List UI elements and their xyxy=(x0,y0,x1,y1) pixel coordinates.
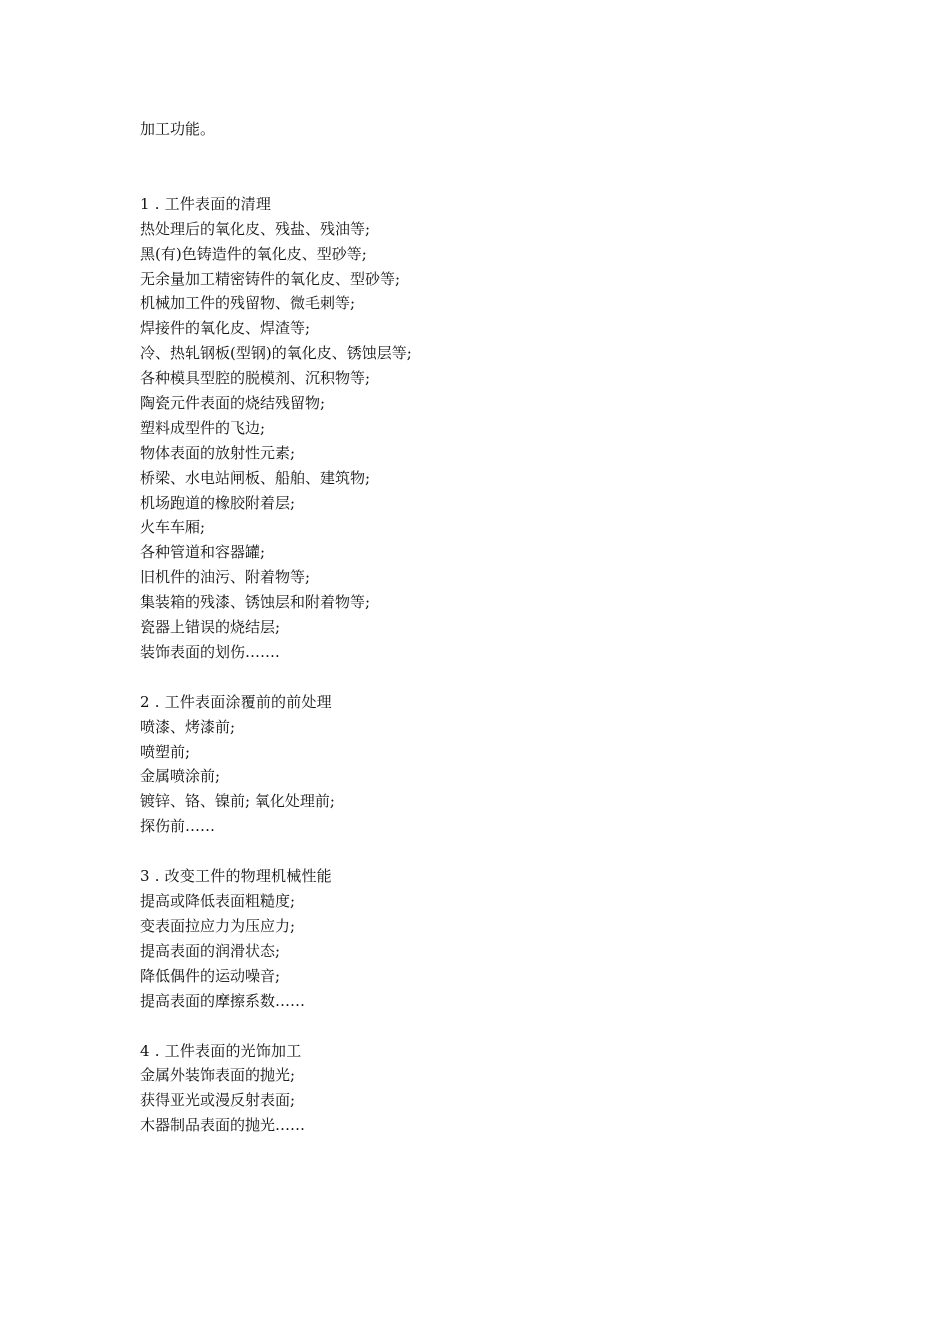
list-item: 热处理后的氧化皮、残盐、残油等; xyxy=(140,219,371,238)
list-item: 黑(有)色铸造件的氧化皮、型砂等; xyxy=(140,244,367,263)
list-item: 焊接件的氧化皮、焊渣等; xyxy=(140,319,311,338)
list-item: 无余量加工精密铸件的氧化皮、型砂等; xyxy=(140,269,401,288)
list-item: 探伤前…… xyxy=(140,817,216,836)
section-mechanical-properties xyxy=(140,864,840,1013)
section-finishing xyxy=(140,1039,840,1139)
list-item: 喷漆、烤漆前; xyxy=(140,717,236,736)
list-item: 瓷器上错误的烧结层; xyxy=(140,618,281,637)
list-item: 物体表面的放射性元素; xyxy=(140,443,296,462)
list-item: 桥梁、水电站闸板、船舶、建筑物; xyxy=(140,468,371,487)
list-item: 木器制品表面的抛光…… xyxy=(140,1116,306,1135)
list-item: 喷塑前; xyxy=(140,742,191,761)
list-item: 金属喷涂前; xyxy=(140,767,221,786)
list-item: 镀锌、铬、镍前; 氧化处理前; xyxy=(140,792,335,811)
list-item: 各种管道和容器罐; xyxy=(140,543,266,562)
list-item: 塑料成型件的飞边; xyxy=(140,418,266,437)
section-surface-cleaning xyxy=(140,192,840,665)
list-item: 各种模具型腔的脱模剂、沉积物等; xyxy=(140,369,371,388)
list-item: 集装箱的残漆、锈蚀层和附着物等; xyxy=(140,593,371,612)
list-item: 获得亚光或漫反射表面; xyxy=(140,1091,296,1110)
section-heading: 1 . 工件表面的清理 xyxy=(140,194,272,213)
intro-text: 加工功能。 xyxy=(140,120,216,138)
document-page xyxy=(140,117,840,1163)
list-item: 装饰表面的划伤……. xyxy=(140,642,280,661)
section-heading: 4 . 工件表面的光饰加工 xyxy=(140,1041,302,1060)
list-item: 变表面拉应力为压应力; xyxy=(140,916,296,935)
section-pre-coating xyxy=(140,690,840,839)
section-heading: 3 . 改变工件的物理机械性能 xyxy=(140,867,332,886)
section-heading: 2 . 工件表面涂覆前的前处理 xyxy=(140,692,332,711)
list-item: 机场跑道的橡胶附着层; xyxy=(140,493,296,512)
list-item: 火车车厢; xyxy=(140,518,206,537)
list-item: 冷、热轧钢板(型钢)的氧化皮、锈蚀层等; xyxy=(140,344,412,363)
list-item: 提高表面的摩擦系数…… xyxy=(140,991,306,1010)
list-item: 旧机件的油污、附着物等; xyxy=(140,568,311,587)
list-item: 提高表面的润滑状态; xyxy=(140,941,281,960)
list-item: 提高或降低表面粗糙度; xyxy=(140,892,296,911)
list-item: 金属外装饰表面的抛光; xyxy=(140,1066,296,1085)
list-item: 陶瓷元件表面的烧结残留物; xyxy=(140,394,326,413)
list-item: 机械加工件的残留物、微毛刺等; xyxy=(140,294,356,313)
list-item: 降低偶件的运动噪音; xyxy=(140,966,281,985)
